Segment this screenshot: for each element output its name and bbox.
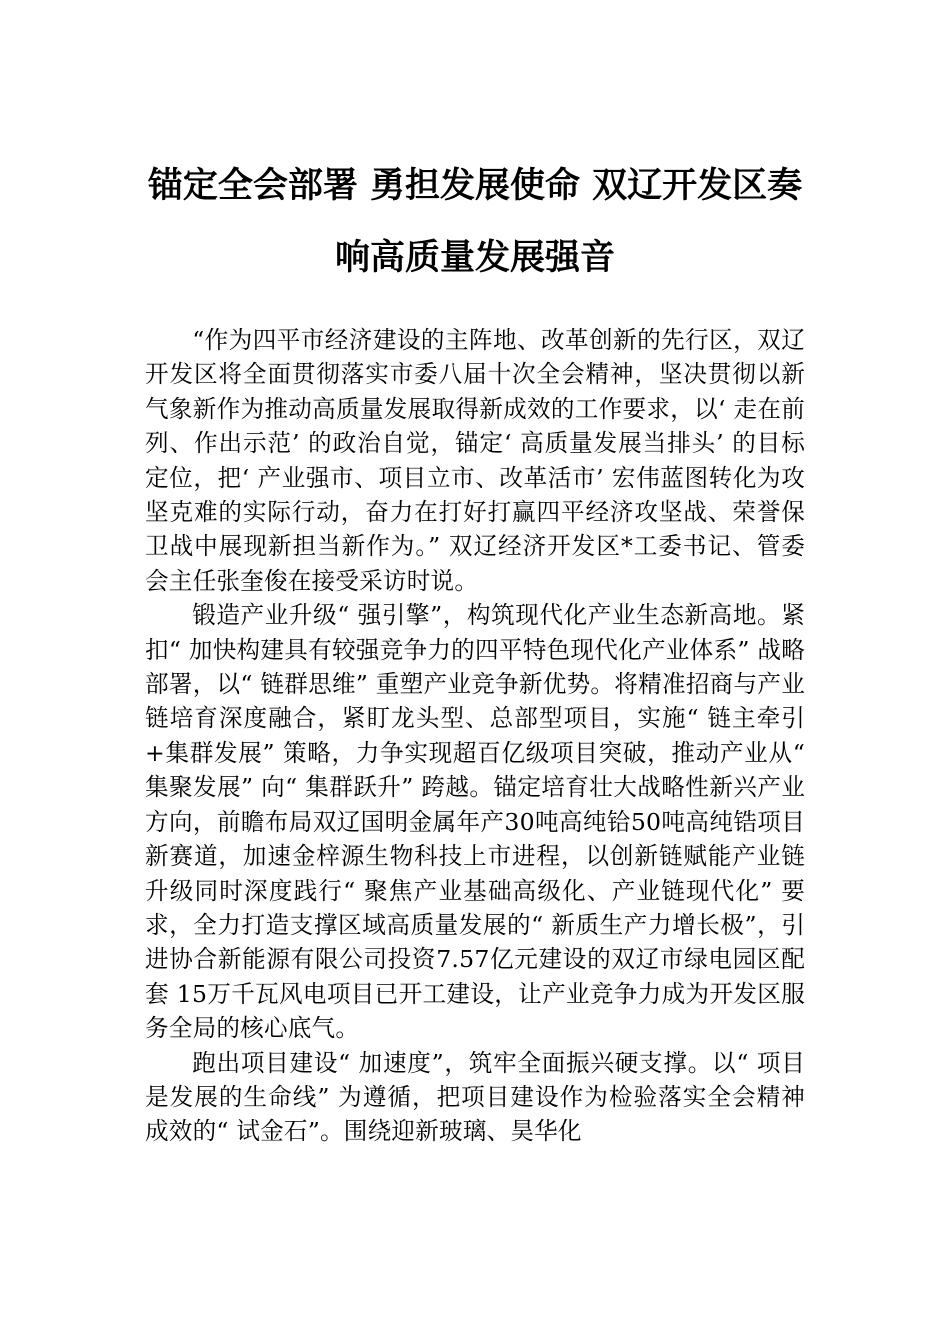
document-title-line-1: 锚定全会部署 勇担发展使命 双辽开发区奏 bbox=[147, 165, 803, 206]
document-body bbox=[145, 323, 805, 1149]
paragraph-1: “作为四平市经济建设的主阵地、改革创新的先行区，双辽开发区将全面贯彻落实市委八届十次全会精神，坚决贯彻以新气象新作为推动高质量发展取得新成效的工作要求，以‘ 走在前列、作出示范’ 的政治自觉，锚定‘ 高质量发展当排头’ 的目标定位，把‘ 产业强市、项目立市、改革活市’ 宏伟蓝图转化为攻坚克难的实际行动，奋力在打好打赢四平经济攻坚战、荣誉保卫战中展现新担当新作为。” 双辽经济开发区*工委书记、管委会主任张奎俊在接受采访时说。 bbox=[145, 326, 805, 595]
paragraph-2: 锻造产业升级“ 强引擎”，构筑现代化产业生态新高地。紧扣“ 加快构建具有较强竞争力的四平特色现代化产业体系” 战略部署，以“ 链群思维” 重塑产业竞争新优势。将精准招商与产业链培育深度融合，紧盯龙头型、总部型项目，实施“ 链主牵引+集群发展” 策略，力争实现超百亿级项目突破，推动产业从“ 集聚发展” 向“ 集群跃升” 跨越。锚定培育壮大战略性新兴产业方向，前瞻布局双辽国明金属年产30吨高纯铪50吨高纯锆项目新赛道，加速金梓源生物科技上市进程，以创新链赋能产业链升级同时深度践行“ 聚焦产业基础高级化、产业链现代化” 要求，全力打造支撑区域高质量发展的“ 新质生产力增长极”，引进协合新能源有限公司投资7.57亿元建设的双辽市绿电园区配套 15万千瓦风电项目已开工建设，让产业竞争力成为开发区服务全局的核心底气。 bbox=[145, 601, 805, 1043]
document-title-line-2: 响高质量发展强音 bbox=[334, 237, 615, 278]
paragraph-3: 跑出项目建设“ 加速度”，筑牢全面振兴硬支撑。以“ 项目是发展的生命线” 为遵循，把项目建设作为检验落实全会精神成效的“ 试金石”。围绕迎新玻璃、昊华化 bbox=[145, 1048, 805, 1146]
